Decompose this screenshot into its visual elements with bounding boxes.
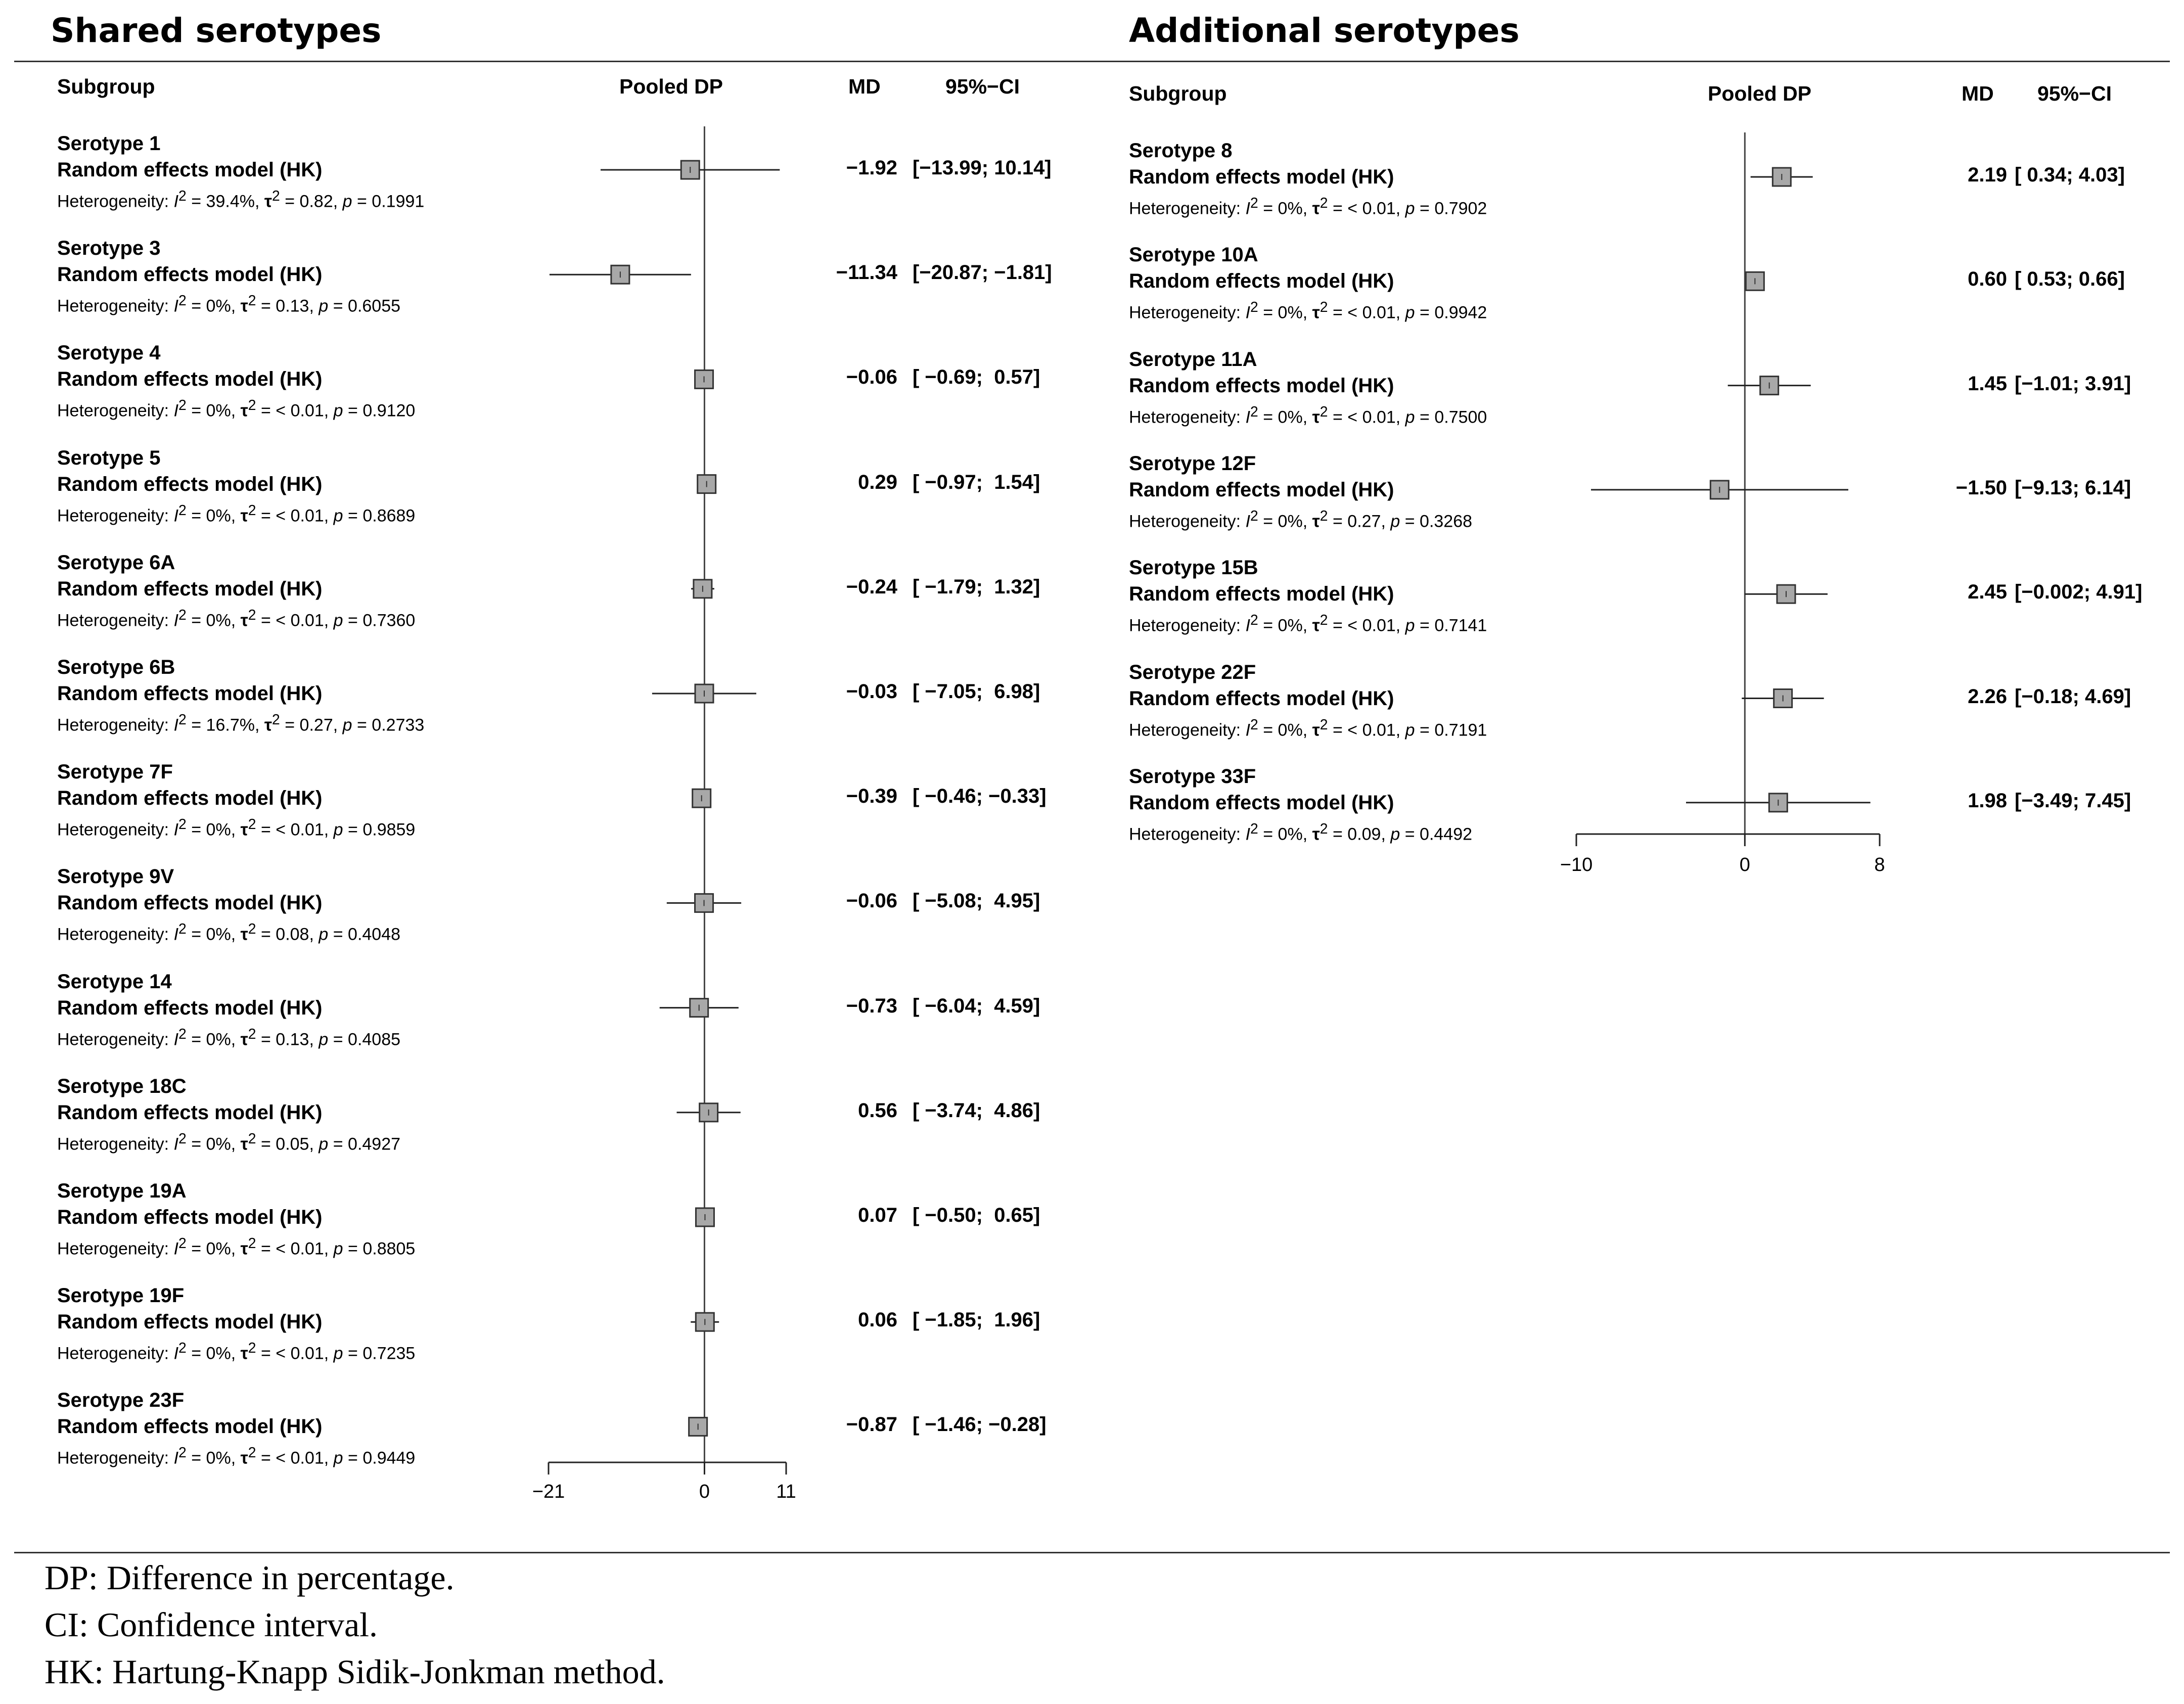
shared-md-header: MD [848, 75, 881, 98]
p-value: = 0.3268 [1400, 512, 1473, 531]
ci-value: [ −1.79; 1.32] [913, 575, 1040, 598]
model-label: Random effects model (HK) [1129, 270, 1394, 293]
heterogeneity-line: Heterogeneity: $I^2 = 0\%$, $\tau^2$ = < 0.01, p = 0.7902 [1129, 195, 1487, 218]
model-label: Random effects model (HK) [1129, 687, 1394, 710]
serotype-name: Serotype 23F [57, 1389, 185, 1412]
tau2-value: = 0.09, [1328, 824, 1391, 844]
heterogeneity-line: Heterogeneity: $I^2 = 0\%$, $\tau^2$ = < 0.01, p = 0.7500 [1129, 403, 1487, 427]
tau2-value: = < 0.01, [256, 1239, 334, 1259]
shared-subgroup-header: Subgroup [57, 75, 155, 98]
i2-value: = 0%, [1258, 512, 1312, 531]
md-value: −0.73 [846, 994, 897, 1017]
i2-value: = 0%, [1258, 720, 1312, 740]
heterogeneity-line: Heterogeneity: $I^2 = 0\%$, $\tau^2 = 0.27$, p = 0.3268 [1129, 508, 1473, 531]
tau2-value: = < 0.01, [256, 820, 334, 840]
md-value: 1.45 [1968, 372, 2007, 395]
md-value: −11.34 [836, 261, 897, 284]
model-label: Random effects model (HK) [57, 577, 323, 600]
tau2-value: = 0.13, [256, 296, 319, 316]
model-label: Random effects model (HK) [57, 1206, 323, 1228]
p-value: = 0.8805 [343, 1239, 416, 1259]
ci-value: [ −0.46; −0.33] [913, 785, 1046, 808]
tau2-value: = 0.13, [256, 1029, 319, 1049]
p-value: = 0.6055 [328, 296, 401, 316]
p-value: = 0.2733 [352, 715, 425, 735]
model-label: Random effects model (HK) [1129, 478, 1394, 501]
p-value: = 0.4927 [328, 1134, 401, 1154]
serotype-name: Serotype 12F [1129, 452, 1256, 475]
md-value: 0.60 [1968, 268, 2007, 291]
ci-value: [ −0.50; 0.65] [913, 1204, 1040, 1226]
ci-value: [−20.87; −1.81] [913, 261, 1052, 284]
md-value: 0.06 [858, 1309, 897, 1331]
heterogeneity-line: Heterogeneity: $I^2 = 0\%$, $\tau^2$ = < 0.01, p = 0.9120 [57, 397, 416, 421]
tau2-value: = < 0.01, [1328, 303, 1405, 323]
tau2-value: = < 0.01, [1328, 199, 1405, 218]
heterogeneity-line: Heterogeneity: $I^2 = 0\%$, $\tau^2 = 0.13$, p = 0.4085 [57, 1026, 401, 1049]
serotype-name: Serotype 7F [57, 761, 173, 784]
md-value: 0.56 [858, 1099, 897, 1122]
heterogeneity-line: Heterogeneity: $I^2 = 0\%$, $\tau^2$ = < 0.01, p = 0.9449 [57, 1445, 416, 1468]
ci-value: [ 0.53; 0.66] [2015, 268, 2125, 291]
footnote-ci: CI: Confidence interval. [44, 1605, 378, 1644]
ci-value: [ −6.04; 4.59] [913, 994, 1040, 1017]
x-axis-tick-label: 0 [1739, 854, 1750, 876]
tau2-value: = 0.08, [256, 925, 319, 944]
additional-subgroup-header: Subgroup [1129, 82, 1227, 105]
model-label: Random effects model (HK) [57, 996, 323, 1019]
ci-value: [−0.18; 4.69] [2015, 685, 2131, 708]
x-axis-tick-label: −21 [532, 1481, 565, 1502]
serotype-name: Serotype 1 [57, 132, 161, 155]
tau2-value: = < 0.01, [256, 1344, 334, 1363]
ci-value: [ −0.97; 1.54] [913, 471, 1040, 493]
model-label: Random effects model (HK) [57, 682, 323, 705]
i2-value: = 0%, [1258, 407, 1312, 427]
md-value: −0.39 [846, 785, 897, 808]
md-value: 0.29 [858, 471, 897, 493]
ci-value: [ −0.69; 0.57] [913, 366, 1040, 389]
md-value: 2.19 [1968, 164, 2007, 186]
serotype-name: Serotype 10A [1129, 244, 1258, 266]
p-value: = 0.4492 [1400, 824, 1473, 844]
heterogeneity-line: Heterogeneity: $I^2 = 0\%$, $\tau^2 = 0.09$, p = 0.4492 [1129, 820, 1473, 844]
model-label: Random effects model (HK) [57, 263, 323, 286]
model-label: Random effects model (HK) [1129, 166, 1394, 188]
p-value: = 0.7235 [343, 1344, 416, 1363]
model-label: Random effects model (HK) [57, 473, 323, 495]
footnotes [44, 1554, 665, 1695]
p-value: = 0.4085 [328, 1029, 401, 1049]
heterogeneity-line: Heterogeneity: $I^2 = 0\%$, $\tau^2$ = < 0.01, p = 0.9942 [1129, 299, 1487, 323]
x-axis-tick-label: 11 [776, 1481, 796, 1502]
i2-value: = 0%, [1258, 616, 1312, 635]
tau2-value: = < 0.01, [256, 1448, 334, 1468]
heterogeneity-line: Heterogeneity: $I^2 = 0\%$, $\tau^2$ = < 0.01, p = 0.7191 [1129, 716, 1487, 740]
heterogeneity-line: Heterogeneity: $I^2 = 0\%$, $\tau^2$ = < 0.01, p = 0.7360 [57, 607, 416, 630]
p-value: = 0.7902 [1415, 199, 1487, 218]
tau2-value: = < 0.01, [1328, 407, 1405, 427]
serotype-name: Serotype 18C [57, 1075, 187, 1097]
p-value: = 0.9942 [1415, 303, 1487, 323]
heterogeneity-line: Heterogeneity: $I^2 = 0\%$, $\tau^2$ = < 0.01, p = 0.7141 [1129, 612, 1487, 635]
ci-value: [ −7.05; 6.98] [913, 680, 1040, 703]
ci-value: [−1.01; 3.91] [2015, 372, 2131, 395]
serotype-name: Serotype 6B [57, 656, 175, 678]
heterogeneity-line: Heterogeneity: $I^2 = 0\%$, $\tau^2 = 0.05$, p = 0.4927 [57, 1130, 401, 1154]
i2-value: = 0%, [186, 1029, 241, 1049]
tau2-value: = 0.82, [280, 192, 343, 211]
serotype-name: Serotype 4 [57, 342, 161, 364]
md-value: −0.87 [846, 1413, 897, 1436]
i2-value: = 0%, [186, 296, 241, 316]
model-label: Random effects model (HK) [57, 1415, 323, 1438]
shared-ci-header: 95%−CI [945, 75, 1020, 98]
i2-value: = 0%, [186, 611, 241, 630]
p-value: = 0.7360 [343, 611, 416, 630]
tau2-value: = 0.27, [280, 715, 343, 735]
tau2-value: = < 0.01, [256, 505, 334, 525]
p-value: = 0.7191 [1415, 720, 1487, 740]
serotype-name: Serotype 11A [1129, 348, 1257, 371]
p-value: = 0.9449 [343, 1448, 416, 1468]
x-axis-tick-label: −10 [1560, 854, 1593, 876]
p-value: = 0.7141 [1415, 616, 1487, 635]
ci-value: [−0.002; 4.91] [2015, 581, 2143, 604]
additional-effect-header: Pooled DP [1708, 82, 1812, 105]
heterogeneity-line: Heterogeneity: $I^2 = 0\%$, $\tau^2 = 0.13$, p = 0.6055 [57, 293, 401, 316]
model-label: Random effects model (HK) [57, 787, 323, 810]
x-axis-tick-label: 0 [699, 1481, 710, 1502]
p-value: = 0.1991 [352, 192, 425, 211]
p-value: = 0.4048 [328, 925, 401, 944]
additional-ci-header: 95%−CI [2037, 82, 2112, 105]
ci-value: [ −3.74; 4.86] [913, 1099, 1040, 1122]
ci-value: [−9.13; 6.14] [2015, 476, 2131, 499]
model-label: Random effects model (HK) [57, 1101, 323, 1124]
serotype-name: Serotype 6A [57, 551, 175, 574]
ci-value: [ −1.46; −0.28] [913, 1413, 1046, 1436]
ci-value: [ −5.08; 4.95] [913, 890, 1040, 912]
i2-value: = 0%, [186, 925, 241, 944]
md-value: −0.06 [846, 890, 897, 912]
i2-value: = 0%, [186, 1134, 241, 1154]
heterogeneity-line: Heterogeneity: $I^2 = 0\%$, $\tau^2 = 0.08$, p = 0.4048 [57, 921, 401, 944]
i2-value: = 0%, [186, 1448, 241, 1468]
model-label: Random effects model (HK) [1129, 374, 1394, 397]
x-axis-tick-label: 8 [1874, 854, 1885, 876]
md-value: −0.03 [846, 680, 897, 703]
md-value: 2.26 [1968, 685, 2007, 708]
i2-value: = 0%, [186, 1239, 241, 1259]
ci-value: [ 0.34; 4.03] [2015, 164, 2125, 186]
model-label: Random effects model (HK) [57, 1311, 323, 1333]
md-value: 2.45 [1968, 581, 2007, 604]
serotype-name: Serotype 9V [57, 865, 174, 888]
model-label: Random effects model (HK) [1129, 583, 1394, 606]
heterogeneity-line: Heterogeneity: $I^2 = 39.4\%$, $\tau^2 = 0.82$, p = 0.1991 [57, 188, 425, 211]
i2-value: = 0%, [1258, 199, 1312, 218]
p-value: = 0.7500 [1415, 407, 1487, 427]
i2-value: = 0%, [1258, 303, 1312, 323]
serotype-name: Serotype 22F [1129, 661, 1256, 683]
panel-title-additional: Additional serotypes [1129, 11, 1520, 50]
tau2-value: = < 0.01, [1328, 616, 1405, 635]
serotype-name: Serotype 15B [1129, 557, 1258, 579]
serotype-name: Serotype 5 [57, 446, 161, 469]
ci-value: [−3.49; 7.45] [2015, 789, 2131, 812]
serotype-name: Serotype 14 [57, 970, 172, 993]
p-value: = 0.9859 [343, 820, 416, 840]
tau2-value: = < 0.01, [256, 611, 334, 630]
tau2-value: = 0.05, [256, 1134, 319, 1154]
serotype-name: Serotype 8 [1129, 140, 1233, 162]
heterogeneity-line: Heterogeneity: $I^2 = 0\%$, $\tau^2$ = < 0.01, p = 0.8689 [57, 502, 416, 525]
heterogeneity-line: Heterogeneity: $I^2 = 0\%$, $\tau^2$ = < 0.01, p = 0.9859 [57, 816, 416, 840]
i2-value: = 0%, [186, 505, 241, 525]
md-value: 0.07 [858, 1204, 897, 1226]
md-value: −1.92 [846, 157, 897, 179]
tau2-value: = < 0.01, [256, 401, 334, 421]
shared-effect-header: Pooled DP [619, 75, 723, 98]
md-value: 1.98 [1968, 789, 2007, 812]
ci-value: [−13.99; 10.14] [913, 157, 1052, 179]
additional-md-header: MD [1962, 82, 1994, 105]
footnote-hk: HK: Hartung-Knapp Sidik-Jonkman method. [44, 1652, 665, 1691]
heterogeneity-line: Heterogeneity: $I^2 = 0\%$, $\tau^2$ = < 0.01, p = 0.7235 [57, 1340, 416, 1363]
serotype-name: Serotype 19A [57, 1180, 187, 1202]
i2-value: = 0%, [186, 401, 241, 421]
i2-value: = 39.4%, [186, 192, 264, 211]
p-value: = 0.9120 [343, 401, 416, 421]
tau2-value: = < 0.01, [1328, 720, 1405, 740]
serotype-name: Serotype 33F [1129, 765, 1256, 788]
i2-value: = 0%, [186, 820, 241, 840]
model-label: Random effects model (HK) [57, 159, 323, 181]
md-value: −1.50 [1955, 476, 2007, 499]
i2-value: = 0%, [1258, 824, 1312, 844]
i2-value: = 16.7%, [186, 715, 264, 735]
md-value: −0.06 [846, 366, 897, 389]
tau2-value: = 0.27, [1328, 512, 1391, 531]
model-label: Random effects model (HK) [1129, 791, 1394, 814]
serotype-name: Serotype 3 [57, 237, 161, 260]
panel-title-shared: Shared serotypes [51, 11, 382, 50]
i2-value: = 0%, [186, 1344, 241, 1363]
p-value: = 0.8689 [343, 505, 416, 525]
model-label: Random effects model (HK) [57, 892, 323, 914]
md-value: −0.24 [846, 575, 897, 598]
footnote-dp: DP: Difference in percentage. [44, 1558, 454, 1597]
heterogeneity-line: Heterogeneity: $I^2 = 16.7\%$, $\tau^2 = 0.27$, p = 0.2733 [57, 712, 425, 735]
heterogeneity-line: Heterogeneity: $I^2 = 0\%$, $\tau^2$ = < 0.01, p = 0.8805 [57, 1235, 416, 1259]
ci-value: [ −1.85; 1.96] [913, 1309, 1040, 1331]
model-label: Random effects model (HK) [57, 368, 323, 391]
serotype-name: Serotype 19F [57, 1284, 185, 1307]
